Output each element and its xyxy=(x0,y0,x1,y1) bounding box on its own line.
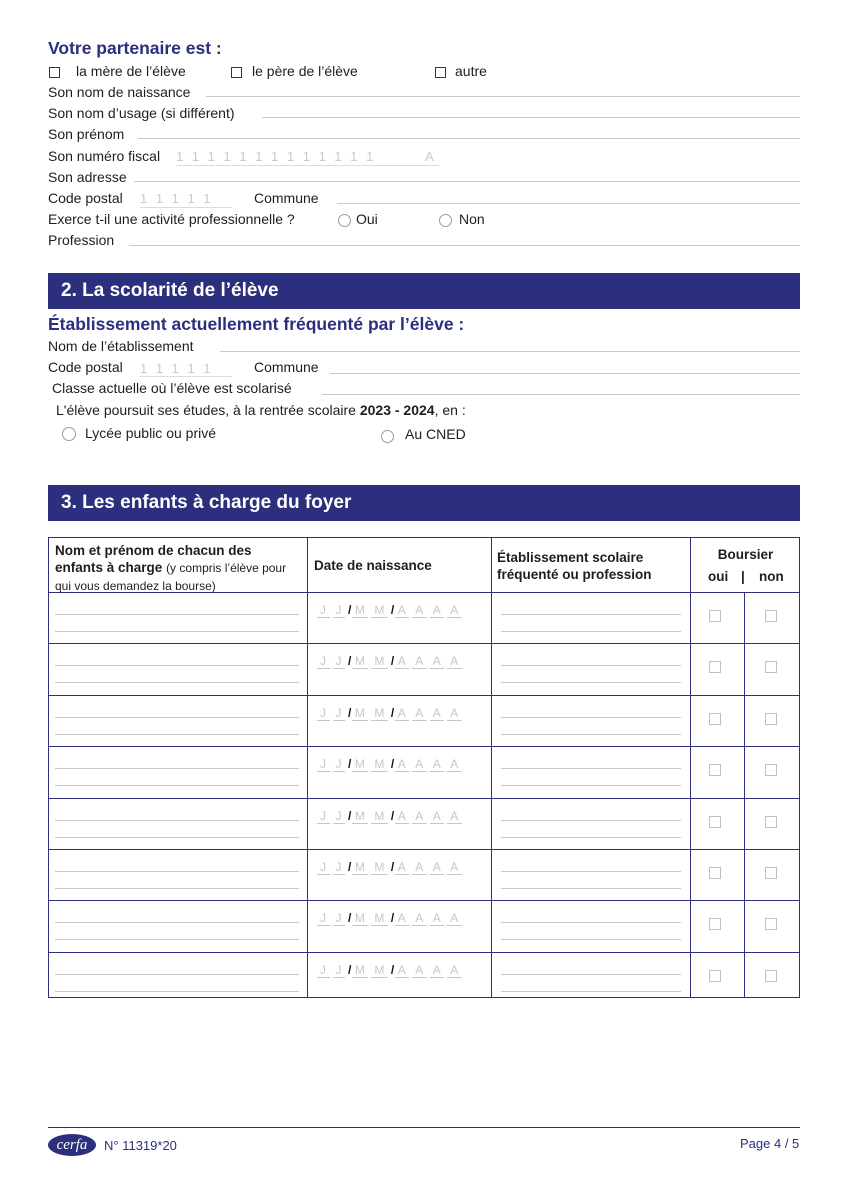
child-school-field[interactable] xyxy=(501,717,681,718)
child-name-field[interactable] xyxy=(55,837,299,838)
activity-no-radio[interactable] xyxy=(439,214,452,227)
profession-label: Profession xyxy=(48,232,115,248)
cerfa-logo: cerfa xyxy=(48,1134,96,1156)
first-name-field[interactable] xyxy=(138,138,800,139)
father-checkbox[interactable] xyxy=(231,67,242,78)
child-school-field[interactable] xyxy=(501,665,681,666)
activity-yes-radio[interactable] xyxy=(338,214,351,227)
child-name-field[interactable] xyxy=(55,768,299,769)
current-class-field[interactable] xyxy=(322,394,800,395)
child-school-field[interactable] xyxy=(501,888,681,889)
postal-code-underline xyxy=(140,207,232,208)
postal-code-cells[interactable]: 1 1 1 1 1 xyxy=(140,191,214,206)
header-name-note: (y compris l’élève pour qui vous demandez la bourse) xyxy=(55,561,287,593)
table-row xyxy=(49,746,799,798)
tax-number-label: Son numéro fiscal xyxy=(48,148,161,164)
child-name-field[interactable] xyxy=(55,734,299,735)
birth-name-label: Son nom de naissance xyxy=(48,84,191,100)
table-row xyxy=(49,798,799,850)
scholarship-no-checkbox[interactable] xyxy=(765,970,777,982)
continue-prefix: L'élève poursuit ses études, à la rentrée scolaire xyxy=(56,402,360,418)
scholarship-yes-checkbox[interactable] xyxy=(709,764,721,776)
child-school-field[interactable] xyxy=(501,922,681,923)
child-name-field[interactable] xyxy=(55,991,299,992)
birth-name-field[interactable] xyxy=(206,96,800,97)
usage-name-field[interactable] xyxy=(262,117,800,118)
tax-number-cells[interactable]: 1 1 1 1 1 1 1 1 1 1 1 1 1 xyxy=(176,149,376,164)
scholarship-no-checkbox[interactable] xyxy=(765,867,777,879)
child-school-field[interactable] xyxy=(501,631,681,632)
footer-rule xyxy=(48,1127,800,1128)
commune-label: Commune xyxy=(254,190,319,206)
lycee-label: Lycée public ou privé xyxy=(85,425,217,441)
scholarship-yes-checkbox[interactable] xyxy=(709,970,721,982)
other-label: autre xyxy=(455,63,487,79)
scholarship-yes-checkbox[interactable] xyxy=(709,816,721,828)
birth-date-field[interactable]: J J / M M / A A A A xyxy=(317,963,465,977)
school-commune-field[interactable] xyxy=(330,373,800,374)
continue-year: 2023 - 2024 xyxy=(359,402,435,418)
table-row xyxy=(49,900,799,952)
lycee-radio[interactable] xyxy=(62,427,76,441)
table-row xyxy=(49,695,799,747)
school-postal-cells[interactable]: 1 1 1 1 1 xyxy=(140,361,214,376)
child-name-field[interactable] xyxy=(55,682,299,683)
birth-date-field[interactable]: J J / M M / A A A A xyxy=(317,654,465,668)
header-birth-date: Date de naissance xyxy=(314,558,432,573)
header-no: non xyxy=(759,569,784,584)
child-name-field[interactable] xyxy=(55,820,299,821)
postal-code-label: Code postal xyxy=(48,190,123,206)
form-number: N° 11319*20 xyxy=(104,1138,177,1153)
cned-label: Au CNED xyxy=(405,426,466,442)
cned-radio[interactable] xyxy=(381,430,394,443)
address-label: Son adresse xyxy=(48,169,127,185)
child-school-field[interactable] xyxy=(501,871,681,872)
children-table xyxy=(48,537,800,998)
scholarship-yes-checkbox[interactable] xyxy=(709,610,721,622)
child-school-field[interactable] xyxy=(501,837,681,838)
partner-heading: Votre partenaire est : xyxy=(48,38,222,58)
tax-number-suffix: A xyxy=(425,149,437,164)
scholarship-no-checkbox[interactable] xyxy=(765,764,777,776)
activity-yes-label: Oui xyxy=(356,211,378,227)
scholarship-yes-checkbox[interactable] xyxy=(709,918,721,930)
usage-name-label: Son nom d’usage (si différent) xyxy=(48,105,235,121)
header-name xyxy=(55,542,293,595)
child-school-field[interactable] xyxy=(501,768,681,769)
current-school-heading: Établissement actuellement fréquenté par l’élève : xyxy=(48,314,465,334)
header-school: Établissement scolaire fréquenté ou profession xyxy=(497,550,652,582)
birth-date-field[interactable]: J J / M M / A A A A xyxy=(317,757,465,771)
father-label: le père de l’élève xyxy=(252,63,358,79)
table-row xyxy=(49,643,799,695)
birth-date-field[interactable]: J J / M M / A A A A xyxy=(317,706,465,720)
birth-date-field[interactable]: J J / M M / A A A A xyxy=(317,911,465,925)
header-sep: | xyxy=(741,569,745,584)
child-name-field[interactable] xyxy=(55,974,299,975)
child-school-field[interactable] xyxy=(501,614,681,615)
activity-question: Exerce t-il une activité professionnelle ? xyxy=(48,211,295,227)
child-name-field[interactable] xyxy=(55,665,299,666)
child-name-field[interactable] xyxy=(55,631,299,632)
scholarship-no-checkbox[interactable] xyxy=(765,816,777,828)
table-row xyxy=(49,849,799,901)
scholarship-yes-checkbox[interactable] xyxy=(709,867,721,879)
birth-date-field[interactable]: J J / M M / A A A A xyxy=(317,809,465,823)
commune-field[interactable] xyxy=(337,203,800,204)
header-yes: oui xyxy=(708,569,729,584)
child-school-field[interactable] xyxy=(501,939,681,940)
school-commune-label: Commune xyxy=(254,359,319,375)
child-name-field[interactable] xyxy=(55,922,299,923)
child-school-field[interactable] xyxy=(501,682,681,683)
child-school-field[interactable] xyxy=(501,820,681,821)
tax-number-underline xyxy=(176,165,440,166)
first-name-label: Son prénom xyxy=(48,126,125,142)
header-scholarship: Boursier xyxy=(717,547,774,562)
child-name-field[interactable] xyxy=(55,871,299,872)
scholarship-no-checkbox[interactable] xyxy=(765,661,777,673)
school-postal-label: Code postal xyxy=(48,359,123,375)
child-name-field[interactable] xyxy=(55,888,299,889)
table-row xyxy=(49,592,799,644)
other-checkbox[interactable] xyxy=(435,67,446,78)
activity-no-label: Non xyxy=(459,211,485,227)
birth-date-field[interactable]: J J / M M / A A A A xyxy=(317,860,465,874)
page-number: Page 4 / 5 xyxy=(740,1136,800,1151)
header-name-bold: Nom et prénom de chacun des enfants à charge xyxy=(55,543,252,575)
birth-date-field[interactable]: J J / M M / A A A A xyxy=(317,603,465,617)
continue-statement xyxy=(56,402,466,419)
section-2-header: 2. La scolarité de l’élève xyxy=(48,273,800,309)
section-3-header: 3. Les enfants à charge du foyer xyxy=(48,485,800,521)
scholarship-no-checkbox[interactable] xyxy=(765,713,777,725)
child-name-field[interactable] xyxy=(55,614,299,615)
child-school-field[interactable] xyxy=(501,974,681,975)
child-school-field[interactable] xyxy=(501,991,681,992)
address-field[interactable] xyxy=(134,181,800,182)
child-name-field[interactable] xyxy=(55,939,299,940)
continue-suffix: , en : xyxy=(434,402,466,418)
profession-field[interactable] xyxy=(129,245,800,246)
school-postal-underline xyxy=(140,376,232,377)
mother-checkbox[interactable] xyxy=(49,67,60,78)
current-class-label: Classe actuelle où l’élève est scolarisé xyxy=(52,380,292,396)
mother-label: la mère de l’élève xyxy=(76,63,186,79)
child-school-field[interactable] xyxy=(501,734,681,735)
child-name-field[interactable] xyxy=(55,785,299,786)
child-name-field[interactable] xyxy=(55,717,299,718)
scholarship-yes-checkbox[interactable] xyxy=(709,661,721,673)
child-school-field[interactable] xyxy=(501,785,681,786)
table-row xyxy=(49,952,799,1004)
scholarship-no-checkbox[interactable] xyxy=(765,918,777,930)
scholarship-yes-checkbox[interactable] xyxy=(709,713,721,725)
school-name-label: Nom de l’établissement xyxy=(48,338,194,354)
school-name-field[interactable] xyxy=(220,351,800,352)
scholarship-no-checkbox[interactable] xyxy=(765,610,777,622)
